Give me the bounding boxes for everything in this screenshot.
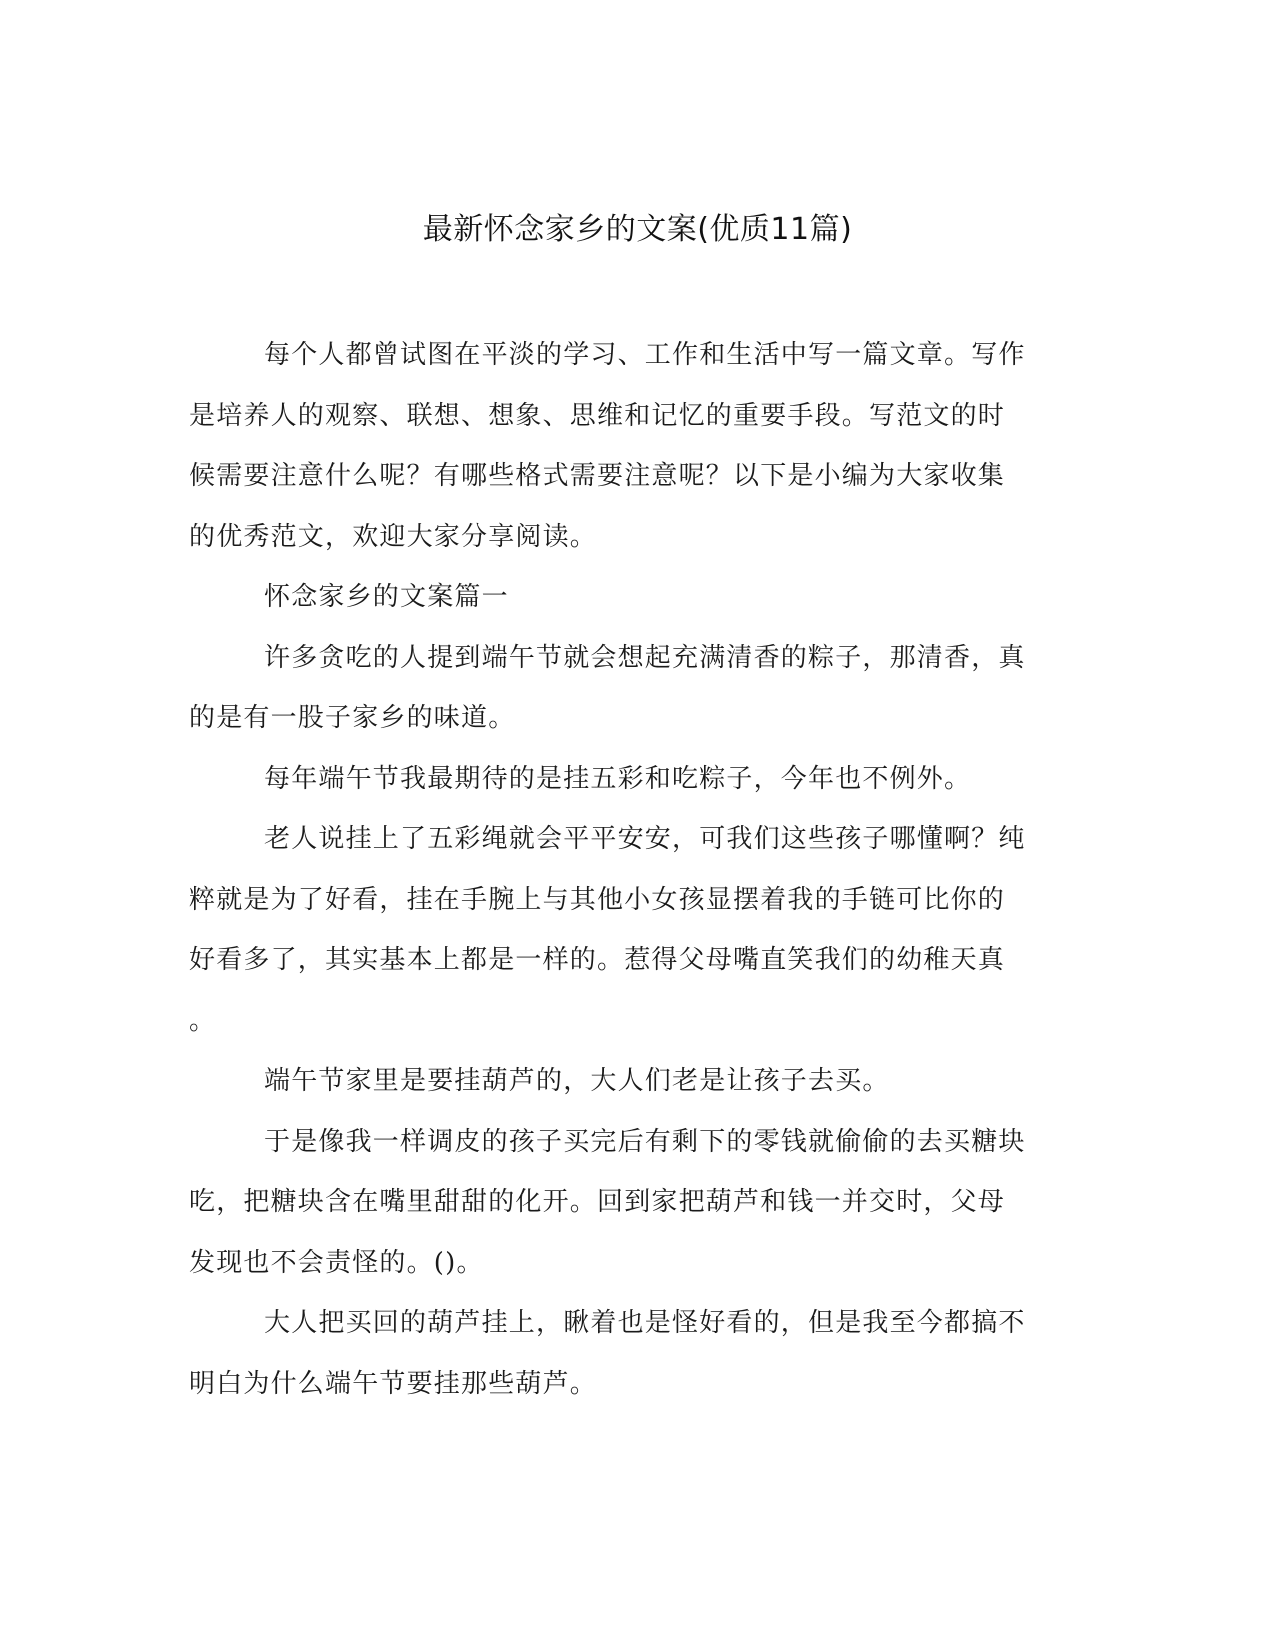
paragraph-line: 每年端午节我最期待的是挂五彩和吃粽子，今年也不例外。 — [264, 763, 972, 794]
paragraph-hanging-gourd — [189, 1293, 1085, 1414]
document-body — [189, 325, 1085, 1414]
paragraph-line: 候需要注意什么呢？有哪些格式需要注意呢？以下是小编为大家收集 — [189, 461, 1006, 491]
paragraph-line: 的优秀范文，欢迎大家分享阅读。 — [189, 521, 598, 552]
paragraph-line: 发现也不会责怪的。()。 — [189, 1247, 484, 1278]
paragraph-line: 明白为什么端午节要挂那些葫芦。 — [189, 1368, 598, 1399]
paragraph-candy — [189, 1112, 1085, 1294]
paragraph-line: 大人把买回的葫芦挂上，瞅着也是怪好看的，但是我至今都搞不 — [264, 1308, 1026, 1338]
paragraph-gourd — [189, 1051, 1085, 1112]
paragraph-line: 端午节家里是要挂葫芦的，大人们老是让孩子去买。 — [264, 1066, 890, 1096]
section-heading-text: 怀念家乡的文案篇一 — [264, 582, 509, 612]
paragraph-line: 每个人都曾试图在平淡的学习、工作和生活中写一篇文章。写作 — [264, 340, 1026, 370]
paragraph-zongzi — [189, 628, 1085, 749]
paragraph-line: 吃，把糖块含在嘴里甜甜的化开。回到家把葫芦和钱一并交时，父母 — [189, 1187, 1006, 1217]
paragraph-five-color-rope — [189, 809, 1085, 1051]
paragraph-line: 的是有一股子家乡的味道。 — [189, 703, 516, 733]
paragraph-line: 好看多了，其实基本上都是一样的。惹得父母嘴直笑我们的幼稚天真 — [189, 945, 1006, 975]
paragraph-line: 于是像我一样调皮的孩子买完后有剩下的零钱就偷偷的去买糖块 — [264, 1126, 1026, 1157]
paragraph-line: 许多贪吃的人提到端午节就会想起充满清香的粽子，那清香，真 — [264, 642, 1026, 673]
paragraph-line: 粹就是为了好看，挂在手腕上与其他小女孩显摆着我的手链可比你的 — [189, 884, 1006, 915]
paragraph-line: 是培养人的观察、联想、想象、思维和记忆的重要手段。写范文的时 — [189, 400, 1006, 431]
paragraph-intro — [189, 325, 1085, 567]
document-title: 最新怀念家乡的文案(优质11篇) — [422, 212, 853, 247]
paragraph-line: 老人说挂上了五彩绳就会平平安安，可我们这些孩子哪懂啊？纯 — [264, 824, 1026, 854]
paragraph-expectation — [189, 749, 1085, 810]
paragraph-line: 。 — [189, 1005, 217, 1036]
section-heading — [189, 567, 1085, 628]
